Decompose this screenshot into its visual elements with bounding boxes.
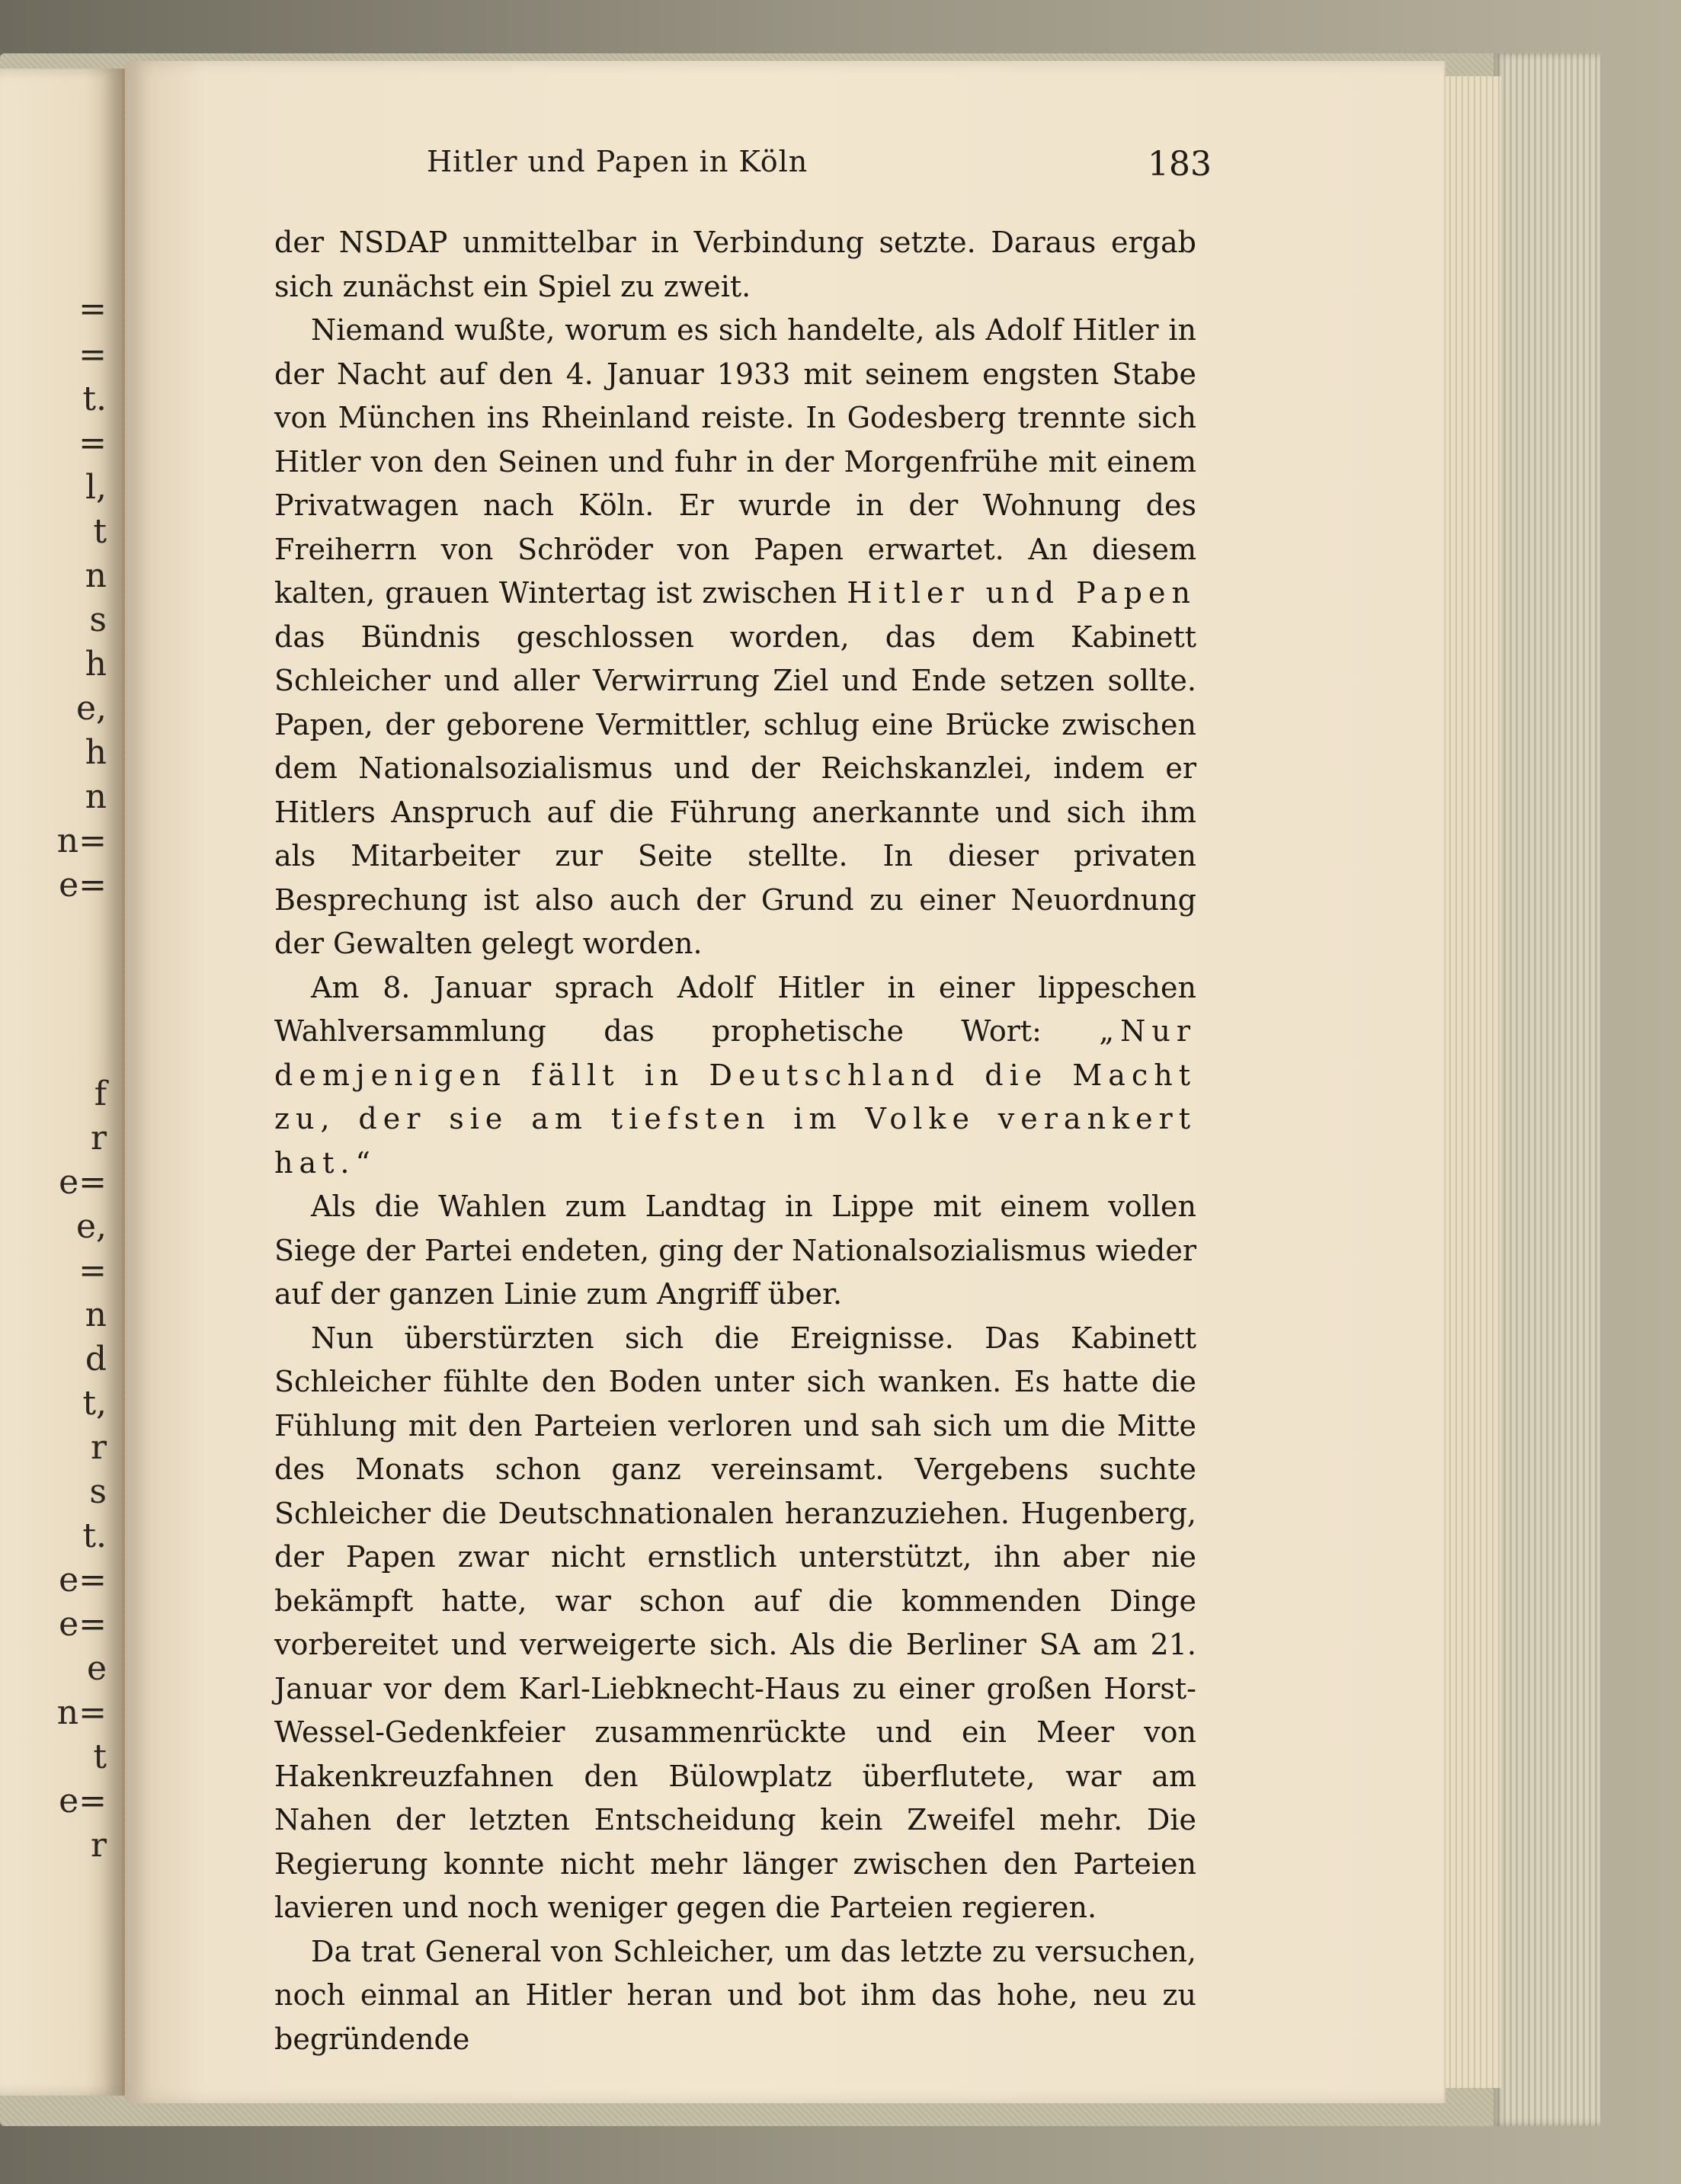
left-margin-glyph: l, [85,468,107,507]
running-head: Hitler und Papen in Köln [427,145,808,178]
left-margin-glyph: r [90,1826,107,1865]
left-margin-glyph: n [85,1295,107,1334]
cover-edge [1494,53,1600,2126]
left-margin-glyph: r [90,1119,107,1158]
left-margin-glyph: e= [59,866,107,905]
page-header [427,145,1212,198]
left-margin-glyph: n [85,556,107,595]
left-margin-glyph: = [78,1251,107,1290]
left-margin-glyph: h [85,733,107,772]
left-margin-glyph: h [85,645,107,684]
paragraph-text: das Bündnis geschlossen worden, das dem Kabinett Schleicher und aller Verwirrung Ziel und Ende setzen sollte. Papen, der geborene Vermittler, schlug eine Brücke zwischen dem Nationalsozialismus und der Reichskanzlei, indem er Hitlers Anspruch auf die Führung anerkannte und sich ihm als Mitarbeiter zur Seite stellte. In dieser privaten Besprechung ist also auch der Grund zu einer Neuordnung der Gewalten gelegt worden. [274,620,1196,960]
paragraph-text: Am 8. Januar sprach Adolf Hitler in einer lippeschen Wahlversammlung das prophetische Wort: [274,970,1196,1048]
left-margin-glyph: t. [82,1516,107,1555]
page-body [274,221,1196,2056]
left-margin-glyph: n [85,777,107,816]
left-margin-glyph: t [93,512,107,551]
left-margin-glyph: e= [59,1605,107,1644]
left-margin-glyph: r [90,1428,107,1467]
left-margin-glyph: t. [82,379,107,418]
paragraph [274,309,1196,966]
left-margin-glyph: e [86,1649,107,1688]
left-margin-glyph: s [89,600,107,639]
left-margin-glyph: = [78,335,107,374]
paragraph: der NSDAP unmittelbar in Verbindung setzte. Daraus ergab sich zunächst ein Spiel zu zweit. [274,226,1196,303]
left-margin-glyph: t, [82,1384,107,1423]
emphasized-text: Hitler und Papen [847,576,1196,610]
left-margin-glyph: t [93,1737,107,1776]
page-number: 183 [1148,145,1212,184]
left-margin-glyph: s [89,1472,107,1511]
left-margin-glyph: e= [59,1163,107,1202]
left-margin-glyph: n= [56,821,107,860]
left-page [0,69,125,2096]
quotation: „Nur demjenigen fällt in Deutschland die Macht zu, der sie am tiefsten im Volke verankert hat.“ [274,1014,1196,1180]
left-margin-glyph: e, [75,689,107,728]
paragraph: Da trat General von Schleicher, um das letzte zu versuchen, noch einmal an Hitler heran und bot ihm das hohe, neu zu begründende [274,1934,1196,2056]
paragraph: Als die Wahlen zum Landtag in Lippe mit einem vollen Siege der Partei endeten, ging der Nationalsozialismus wieder auf der ganzen Linie zum Angriff über. [274,1190,1196,1311]
left-margin-glyph: e, [75,1207,107,1246]
left-margin-glyph: e= [59,1782,107,1821]
paragraph-text: Niemand wußte, worum es sich handelte, als Adolf Hitler in der Nacht auf den 4. Januar 1933 mit seinem engsten Stabe von München ins Rheinland reiste. In Godesberg trennte sich Hitler von den Seinen und fuhr in der Morgenfrühe mit einem Privatwagen nach Köln. Er wurde in der Wohnung des Freiherrn von Schröder von Papen erwartet. An diesem kalten, grauen Wintertag ist zwischen [274,313,1196,610]
left-page-margin-text [0,69,114,2096]
left-margin-glyph: d [85,1340,107,1379]
left-margin-glyph: n= [56,1693,107,1732]
left-margin-glyph: f [94,1074,107,1113]
left-margin-glyph: e= [59,1561,107,1600]
left-margin-glyph: = [78,424,107,463]
left-margin-glyph: = [78,290,107,328]
paragraph: Nun überstürzten sich die Ereignisse. Das Kabinett Schleicher fühlte den Boden unter sich wanken. Es hatte die Fühlung mit den Parteien verloren und sah sich um die Mitte des Monats schon ganz vereinsamt. Vergebens suchte Schleicher die Deutschnationalen heranzuziehen. Hugenberg, der Papen zwar nicht ernstlich unterstützt, ihn aber nie bekämpft hatte, war schon auf die kommenden Dinge vorbereitet und verweigerte sich. Als die Berliner SA am 21. Januar vor dem Karl-Liebknecht-Haus zu einer großen Horst-Wessel-Gedenkfeier zusammenrückte und ein Meer von Hakenkreuzfahnen den Bülowplatz überflutete, war am Nahen der letzten Entscheidung kein Zweifel mehr. Die Regierung konnte nicht mehr länger zwischen den Parteien lavieren und noch weniger gegen die Parteien regieren. [274,1321,1196,1924]
paragraph [274,966,1196,1186]
